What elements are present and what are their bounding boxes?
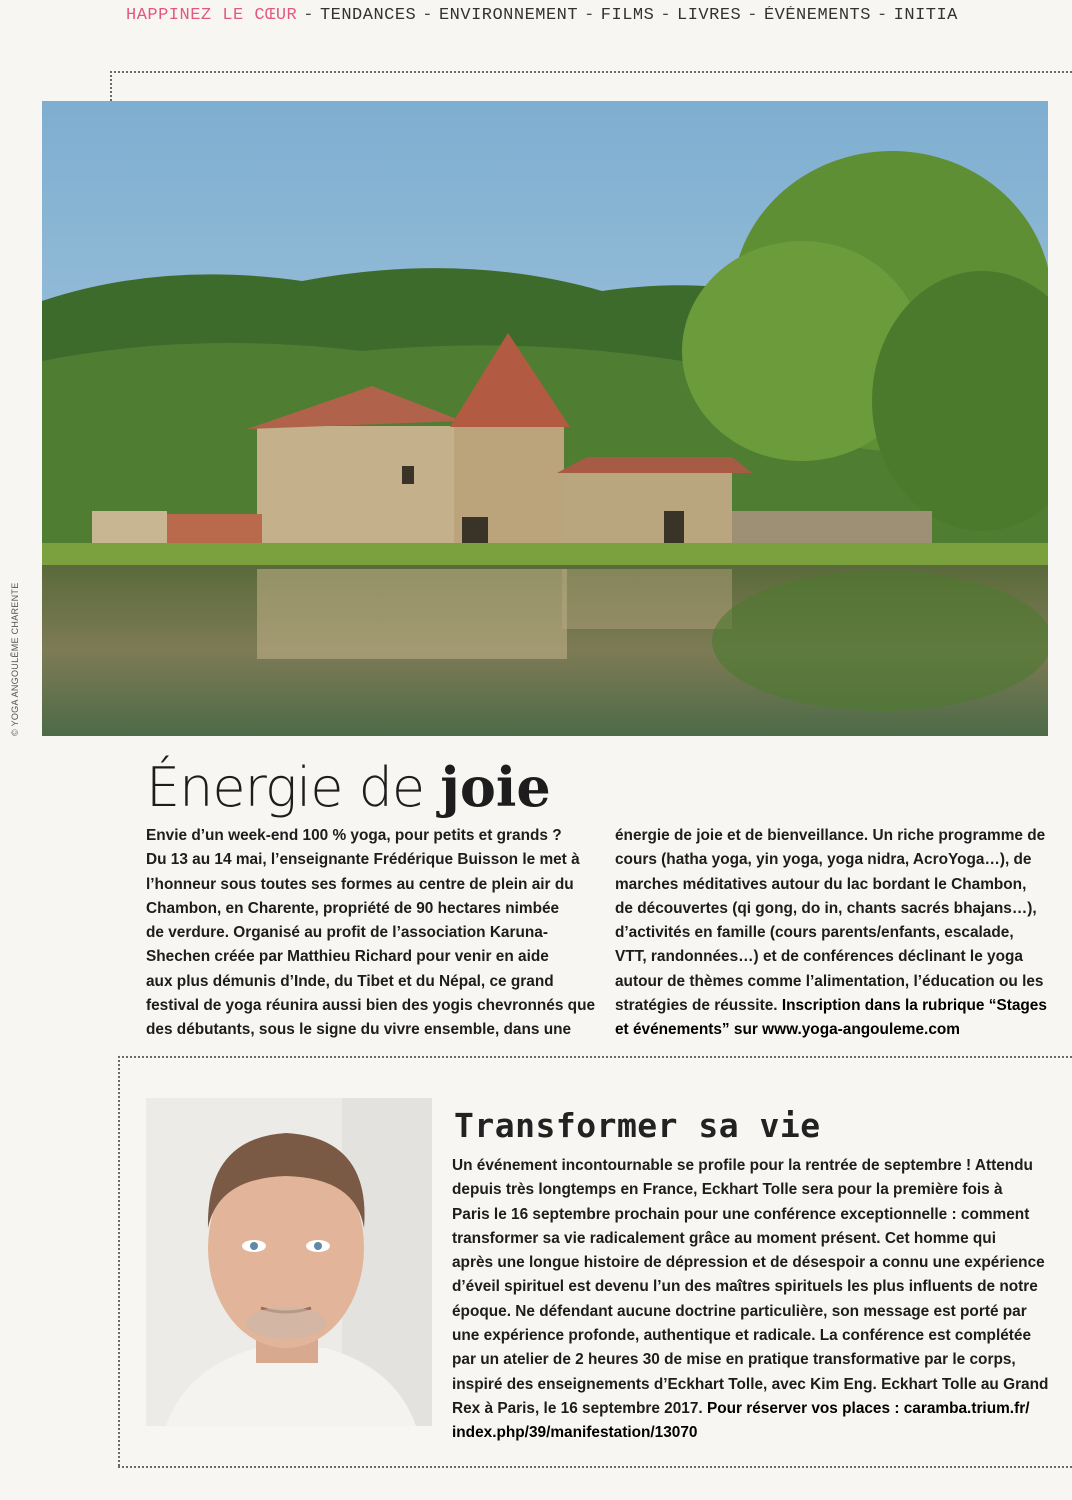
divider-middle (118, 1056, 1072, 1058)
landscape-illustration (42, 101, 1048, 736)
nav-separator: - (747, 6, 758, 25)
article2-line: Paris le 16 septembre prochain pour une conférence exceptionnelle : comment (452, 1205, 1030, 1223)
reservation-info[interactable]: Pour réserver vos places : caramba.trium.fr/ (706, 1399, 1030, 1417)
article1-title-bold: joie (440, 755, 551, 819)
photo-credit: © YOGA ANGOULÊME CHARENTE (10, 582, 20, 736)
nav-item-films[interactable]: FILMS (600, 6, 655, 25)
portrait-photo (146, 1098, 432, 1426)
article1-col2-line: d’activités en famille (cours parents/enfants, escalade, (615, 924, 1014, 942)
article2-line: par un atelier de 2 heures 30 de mise en pratique transformative par le corps, (452, 1351, 1016, 1369)
nav-separator: - (422, 6, 433, 25)
nav-separator: - (584, 6, 595, 25)
article1-col1-line: Shechen créée par Matthieu Richard pour venir en aide (146, 948, 549, 966)
registration-info: Inscription dans la rubrique “Stages (781, 997, 1047, 1015)
article1-col1-line: Chambon, en Charente, propriété de 90 hectares nimbée (146, 899, 560, 917)
divider-bottom (118, 1466, 1072, 1468)
article2-line: transformer sa vie radicalement grâce au moment présent. Cet homme qui (452, 1229, 996, 1247)
article2-plain: Rex à Paris, le 16 septembre 2017. (452, 1399, 707, 1417)
divider-left-vertical (118, 1056, 120, 1466)
article1-col1-line: Envie d’un week-end 100 % yoga, pour petits et grands ? (146, 827, 562, 844)
nav-item-evenements[interactable]: ÉVÉNEMENTS (763, 6, 871, 25)
portrait-illustration (146, 1098, 432, 1426)
reservation-link[interactable]: index.php/39/manifestation/13070 (452, 1424, 698, 1442)
article1-col1-line: aux plus démunis d’Inde, du Tibet et du Népal, ce grand (146, 972, 554, 990)
top-section-nav (126, 6, 1072, 32)
article2-line: d’éveil spirituel est devenu l’un des maîtres spirituels les plus influents de notre (452, 1278, 1038, 1296)
article1-col2-line: énergie de joie et de bienveillance. Un riche programme de (615, 827, 1046, 844)
article2-line: après une longue histoire de dépression et de désespoir a connu une expérience (452, 1254, 1045, 1272)
article1-col2-line-mixed (615, 994, 1055, 1018)
article2-title: Transformer sa vie (454, 1106, 821, 1145)
article1-title (146, 752, 551, 822)
nav-item-livres[interactable]: LIVRES (677, 6, 742, 25)
nav-item-happinez-le-coeur[interactable]: HAPPINEZ LE CŒUR (126, 6, 298, 25)
article1-col2-line: autour de thèmes comme l’alimentation, l’éducation ou les (615, 972, 1044, 990)
article1-col2-line: de découvertes (qi gong, do in, chants sacrés bhajans…), (615, 899, 1037, 917)
article1-col1-line: Du 13 au 14 mai, l’enseignante Frédérique Buisson le met à (146, 851, 580, 869)
article2-line: Un événement incontournable se profile pour la rentrée de septembre ! Attendu (452, 1157, 1033, 1174)
divider-top-vertical (110, 71, 112, 101)
nav-item-environnement[interactable]: ENVIRONNEMENT (438, 6, 579, 25)
article2-line: depuis très longtemps en France, Eckhart Tolle sera pour la première fois à (452, 1181, 1003, 1199)
article1-column-1 (146, 824, 596, 1043)
nav-separator: - (660, 6, 672, 25)
nav-item-initiatives[interactable]: INITIA (893, 6, 958, 25)
divider-top (110, 71, 1072, 73)
article1-col1-line: festival de yoga réunira aussi bien des yogis chevronnés que (146, 997, 596, 1015)
article2-line: époque. Ne défendant aucune doctrine particulière, son message est porté par (452, 1302, 1027, 1320)
article1-col1-line: des débutants, sous le signe du vivre ensemble, dans une (146, 1021, 572, 1039)
nav-separator: - (876, 6, 888, 25)
article1-col1-line: de verdure. Organisé au profit de l’association Karuna- (146, 924, 548, 942)
article1-col2-line: cours (hatha yoga, yin yoga, yoga nidra, AcroYoga…), de (615, 851, 1032, 869)
registration-link[interactable]: et événements” sur www.yoga-angouleme.com (615, 1021, 960, 1039)
chateau-lake-photo (42, 101, 1048, 736)
nav-item-tendances[interactable]: TENDANCES (319, 6, 417, 25)
article2-line-mixed (452, 1397, 1052, 1421)
article1-column-2 (615, 824, 1055, 1043)
article2-line: une expérience profonde, authentique et radicale. La conférence est complétée (452, 1327, 1032, 1345)
article1-col2-plain: stratégies de réussite. (615, 997, 782, 1015)
article1-title-light: Énergie de (146, 756, 441, 819)
nav-separator: - (303, 6, 314, 25)
article2-line: inspiré des enseignements d’Eckhart Tolle, avec Kim Eng. Eckhart Tolle au Grand (452, 1375, 1049, 1393)
article1-col2-line: marches méditatives autour du lac bordant le Chambon, (615, 875, 1027, 893)
article2-body (452, 1154, 1052, 1446)
article1-col2-line: VTT, randonnées…) et de conférences déclinant le yoga (615, 948, 1023, 966)
article1-col1-line: l’honneur sous toutes ses formes au centre de plein air du (146, 875, 574, 893)
